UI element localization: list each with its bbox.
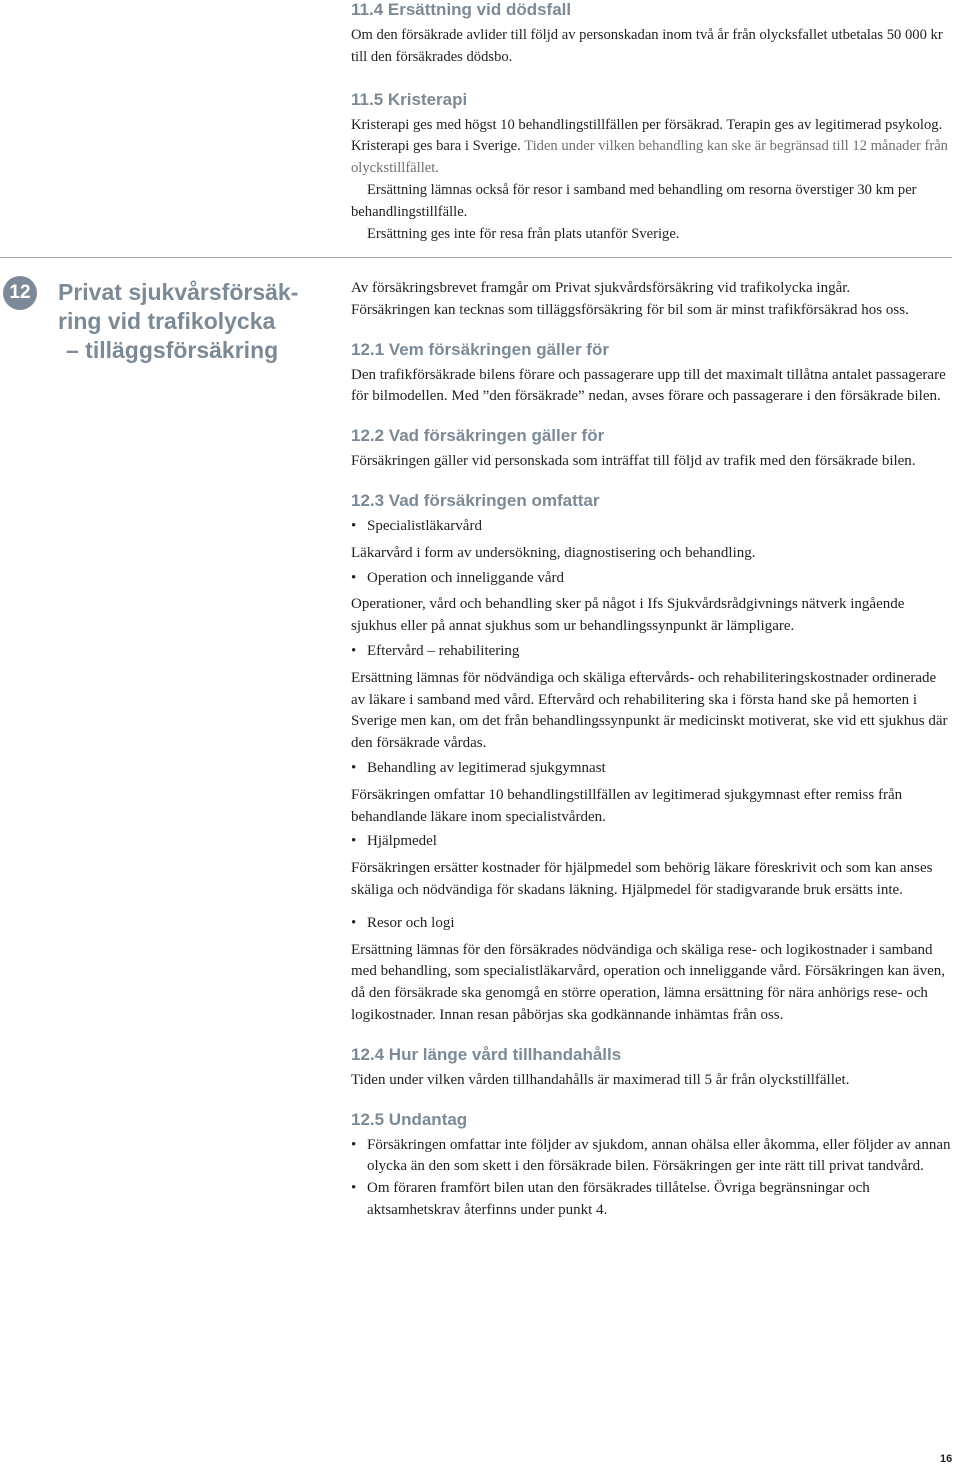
section-heading: 12.2 Vad försäkringen gäller för bbox=[351, 426, 605, 446]
bullet-item: • Behandling av legitimerad sjukgymnast bbox=[351, 758, 951, 780]
bullet-description: Operationer, vård och behandling sker på något i Ifs Sjukvårdsrådgivnings nätverk ingående sjukhus eller på annat sjukhus som ur behandlingssynpunkt är lämpligare. bbox=[351, 596, 905, 635]
section-heading: 12.5 Undantag bbox=[351, 1109, 468, 1129]
intro-paragraph: Av försäkringsbrevet framgår om Privat sjukvårdsförsäkring vid trafikolycka ingår. bbox=[351, 280, 851, 296]
section-paragraph: Försäkringen gäller vid personskada som inträffat till följd av trafik med den försäkrade bilen. bbox=[351, 453, 916, 470]
list-item: • Försäkringen omfattar inte följder av sjukdom, annan ohälsa eller åkomma, eller följder av annan olycka än den som skett i den försäkrade bilen. Försäkringen ger inte rätt till privat tandvård. bbox=[351, 1135, 951, 1179]
section-12-5 bbox=[351, 1110, 951, 1222]
list-item: • Om föraren framfört bilen utan den försäkrades tillåtelse. Övriga begränsningar och aktsamhetskrav återfinns under punkt 4. bbox=[351, 1178, 951, 1222]
bullet-description: Försäkringen omfattar 10 behandlingstillfällen av legitimerad sjukgymnast efter remiss från behandlande läkare inom specialistvården. bbox=[351, 786, 903, 825]
section-paragraph bbox=[351, 115, 951, 180]
chapter-number-badge: 12 bbox=[3, 276, 37, 310]
bullet-item: • Resor och logi bbox=[351, 913, 951, 935]
bullet-description: Försäkringen ersätter kostnader för hjälpmedel som behörig läkare föreskrivit och som kan anses skäliga och nödvändiga för skadans läkning. Hjälpmedel för stadigvarande bruk ersätts inte. bbox=[351, 860, 933, 898]
previous-chapter-continuation bbox=[351, 0, 951, 245]
bullet-item: • Eftervård – rehabilitering bbox=[351, 641, 951, 663]
bullet-description: Ersättning lämnas för den försäkrades nödvändiga och skäliga rese- och logikostnader i samband med behandling, som specialistläkarvård, operation och inneliggande vård. Försäkringen kan även, då den försäkrade ska genomgå en större operation, lämna ersättning för nära anhörigs rese- och logikostnader. Innan resan påbörjas ska godkännande inhämtas från oss. bbox=[351, 941, 945, 1023]
section-11-4 bbox=[351, 0, 951, 69]
page-number: 16 bbox=[940, 1453, 953, 1465]
bullet-description: Läkarvård i form av undersökning, diagnostisering och behandling. bbox=[351, 544, 756, 561]
chapter-title-line: – tilläggsförsäkring bbox=[66, 337, 279, 363]
spacer bbox=[351, 902, 951, 910]
bullet-item: • Hjälpmedel bbox=[351, 831, 951, 853]
section-heading: 11.4 Ersättning vid dödsfall bbox=[351, 0, 572, 19]
section-heading: 12.3 Vad försäkringen omfattar bbox=[351, 490, 600, 510]
section-heading: 11.5 Kristerapi bbox=[351, 89, 468, 109]
section-paragraph: Tiden under vilken vården tillhandahålls är maximerad till 5 år från olyckstillfället. bbox=[351, 1071, 850, 1088]
section-heading: 12.1 Vem försäkringen gäller för bbox=[351, 339, 609, 359]
chapter-divider bbox=[0, 257, 952, 258]
section-paragraph: Ersättning ges inte för resa från plats utanför Sverige. bbox=[367, 225, 680, 242]
section-12-1 bbox=[351, 340, 951, 409]
section-12-4 bbox=[351, 1045, 951, 1092]
section-11-5 bbox=[351, 90, 951, 246]
section-paragraph: Ersättning lämnas också för resor i samband med behandling om resorna överstiger 30 km per behandlingstillfälle. bbox=[351, 181, 917, 220]
chapter-title-line: ring vid trafikolycka bbox=[58, 308, 276, 334]
bullet-description: Ersättning lämnas för nödvändiga och skäliga eftervårds- och rehabiliteringskostnader ordinerade av läkare i samband med vård. Eftervård och rehabilitering ska i första hand ske på hemorten i Sverige men kan, om det från behandlingssynpunkt är medicinskt motiverat, ske vid ett sjukhus där den försäkrade vårdas. bbox=[351, 669, 948, 752]
intro-paragraph: Försäkringen kan tecknas som tilläggsförsäkring för bil som är minst trafikförsäkrad hos oss. bbox=[351, 301, 909, 318]
section-12-3 bbox=[351, 491, 951, 1027]
section-paragraph: Om den försäkrade avlider till följd av personskadan inom två år från olycksfallet utbetalas 50 000 kr till den försäkrades dödsbo. bbox=[351, 27, 943, 65]
paragraph-part: Tiden under vilken behandling kan ske är begränsad till 12 månader från olyckstillfället. bbox=[351, 138, 948, 177]
section-12-2 bbox=[351, 426, 951, 473]
chapter-title-line: Privat sjukvårsförsäk- bbox=[58, 279, 299, 305]
section-paragraph: Den trafikförsäkrade bilens förare och passagerare upp till det maximalt tillåtna antalet passagerare för bilmodellen. Med ”den försäkrade” nedan, avses förare och passagerare i den försäkrade bilen. bbox=[351, 366, 946, 405]
bullet-item: • Operation och inneliggande vård bbox=[351, 568, 951, 590]
chapter-12-body bbox=[351, 278, 951, 1222]
chapter-title bbox=[48, 278, 308, 365]
section-heading: 12.4 Hur länge vård tillhandahålls bbox=[351, 1044, 622, 1064]
bullet-item: • Specialistläkarvård bbox=[351, 516, 951, 538]
paragraph-part: Kristerapi ges med högst 10 behandlingstillfällen per försäkrad. Terapin ges av legitimerad psykolog. Kristerapi ges bara i Sverige. bbox=[351, 116, 943, 155]
exclusions-list bbox=[351, 1135, 951, 1222]
